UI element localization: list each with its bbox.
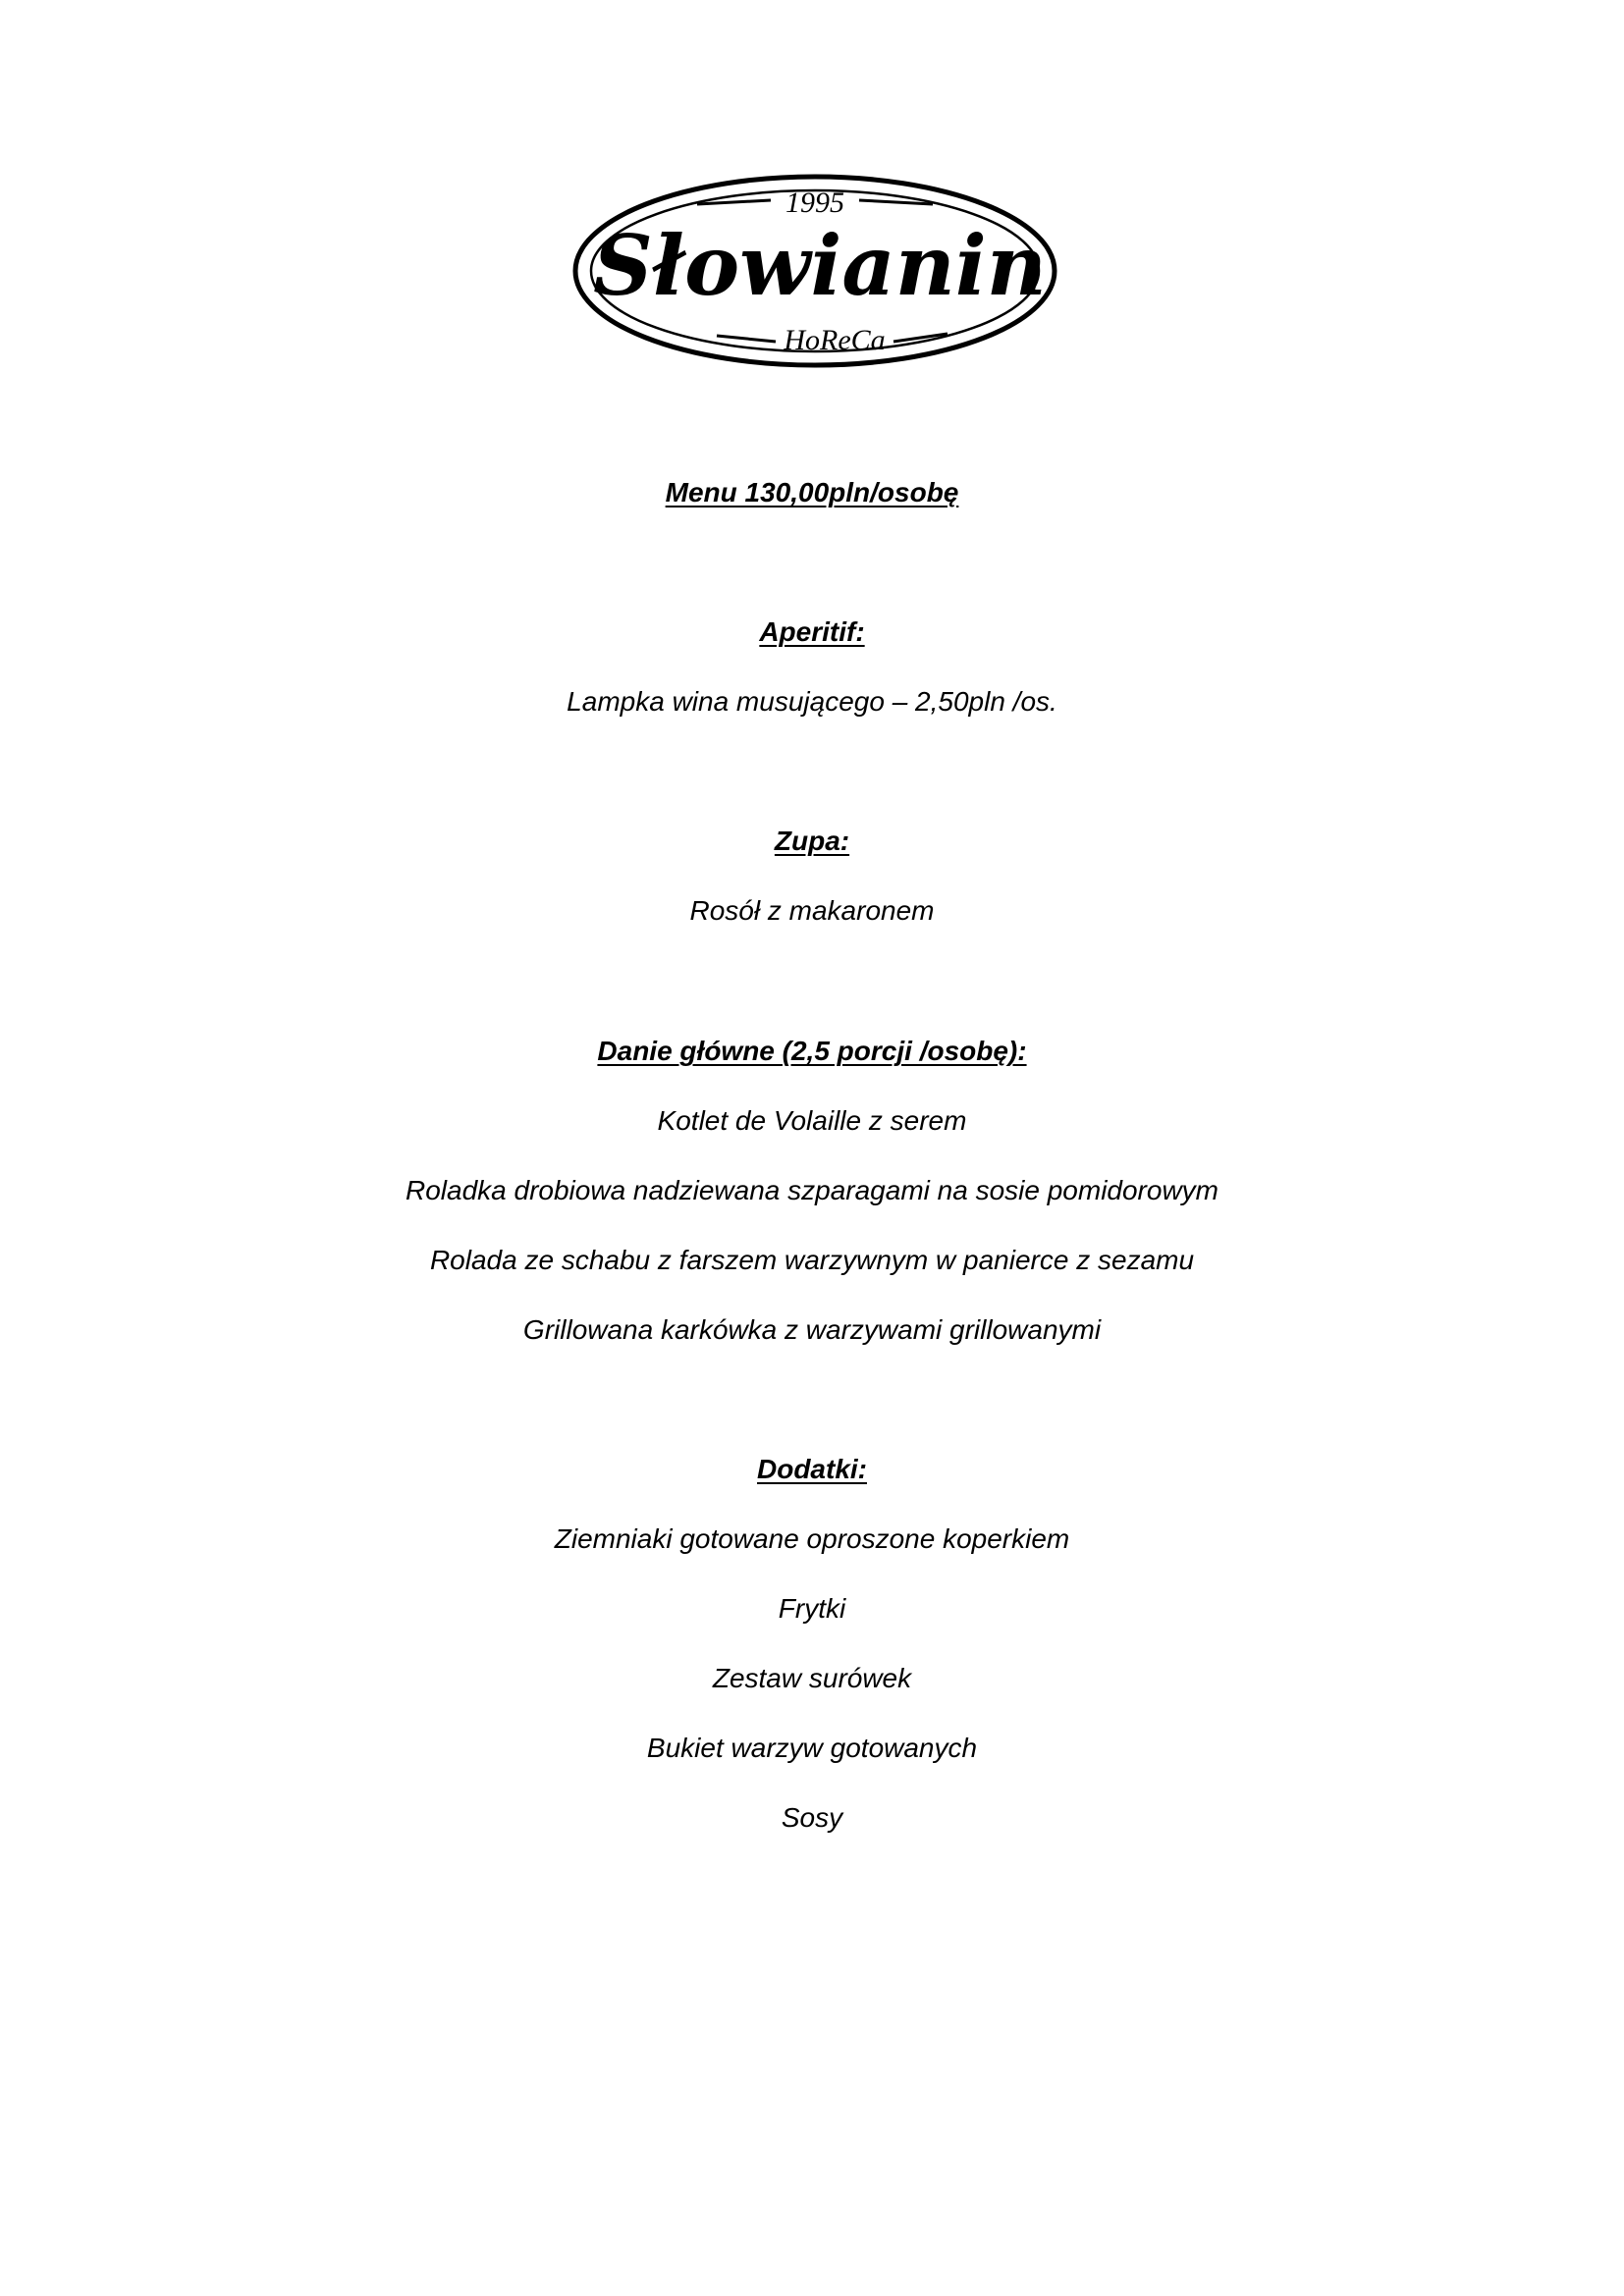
section-heading-aperitif: Aperitif: <box>759 616 865 647</box>
section-heading-zupa: Zupa: <box>774 826 850 856</box>
menu-item: Sosy <box>781 1802 843 1833</box>
menu-item: Roladka drobiowa nadziewana szparagami na sosie pomidorowym <box>406 1175 1218 1205</box>
slowianin-logo <box>569 167 1060 375</box>
menu-item: Kotlet de Volaille z serem <box>657 1105 967 1136</box>
menu-item: Grillowana karkówka z warzywami grillowanymi <box>522 1314 1102 1345</box>
menu-item: Lampka wina musującego – 2,50pln /os. <box>567 686 1057 717</box>
logo-year: 1995 <box>785 187 844 219</box>
logo-name: Słowianin <box>593 217 1047 314</box>
menu-item: Zestaw surówek <box>712 1663 912 1693</box>
menu-title: Menu 130,00pln/osobę <box>665 477 959 507</box>
section-heading-danie-glowne: Danie główne (2,5 porcji /osobę): <box>597 1036 1027 1066</box>
section-heading-dodatki: Dodatki: <box>757 1454 867 1484</box>
logo-subtitle: HoReCa <box>784 324 886 356</box>
menu-item: Rosół z makaronem <box>689 895 935 926</box>
menu-item: Bukiet warzyw gotowanych <box>646 1733 978 1763</box>
menu-item: Frytki <box>778 1593 846 1624</box>
menu-item: Ziemniaki gotowane oproszone koperkiem <box>554 1523 1070 1554</box>
menu-item: Rolada ze schabu z farszem warzywnym w panierce z sezamu <box>429 1245 1195 1275</box>
logo-emblem <box>569 167 1060 375</box>
